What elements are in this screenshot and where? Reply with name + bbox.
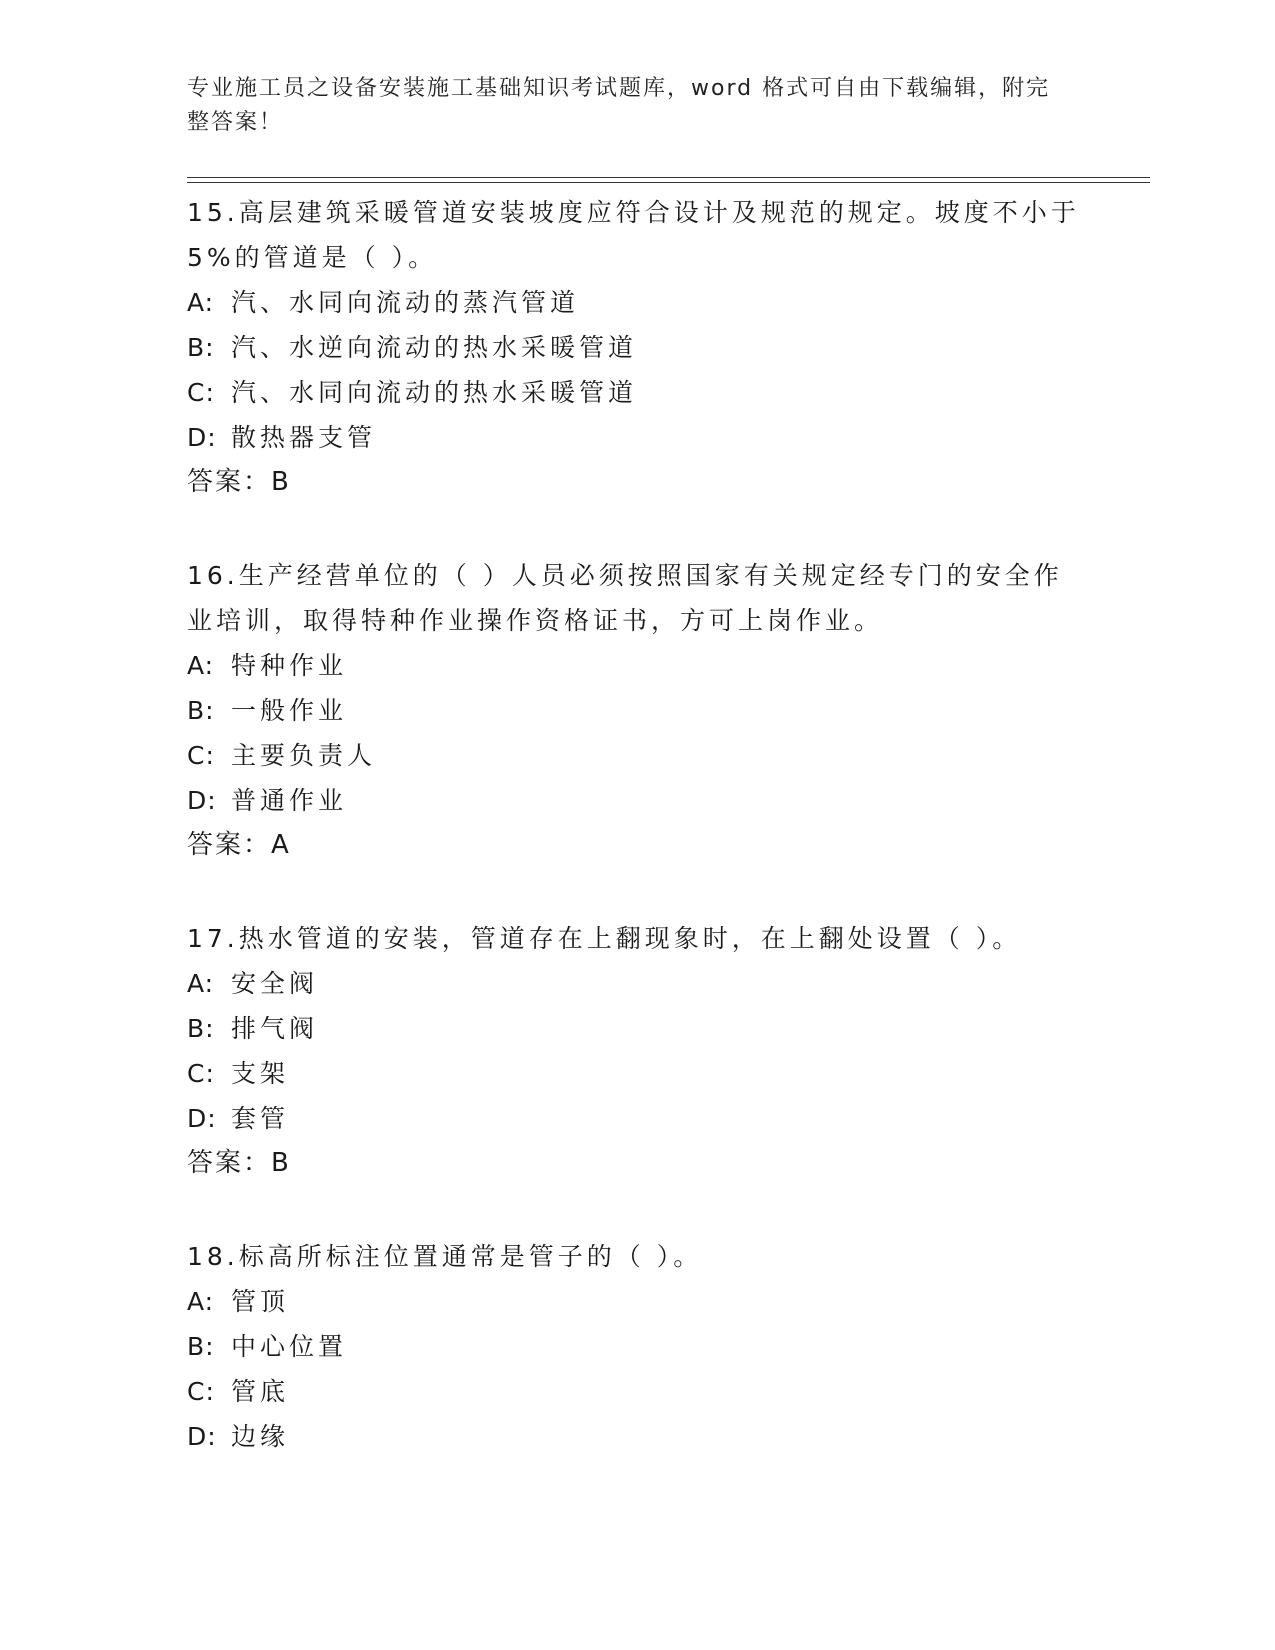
option-text: 普通作业 [231, 786, 348, 815]
option-letter: C: [187, 378, 215, 407]
document-header [187, 72, 1067, 140]
header-title: 专业施工员之设备安装施工基础知识考试题库，word 格式可自由下载编辑，附完整答案！ [187, 76, 1051, 135]
question-16 [187, 553, 1087, 868]
question-stem: 15.高层建筑采暖管道安装坡度应符合设计及规范的规定。坡度不小于5%的管道是（ ）。 [187, 198, 1080, 272]
option-d [187, 1414, 1087, 1459]
question-18 [187, 1234, 1087, 1459]
answer-label: 答案：B [187, 467, 291, 497]
question-17 [187, 916, 1087, 1186]
option-letter: D: [187, 423, 217, 452]
option-text: 主要负责人 [231, 741, 377, 770]
option-letter: C: [187, 1377, 215, 1406]
option-letter: A: [187, 288, 215, 317]
option-text: 中心位置 [231, 1332, 348, 1361]
option-text: 汽、水同向流动的蒸汽管道 [231, 288, 580, 317]
header-divider-bottom [187, 182, 1150, 183]
option-text: 排气阀 [231, 1014, 319, 1043]
option-letter: B: [187, 1332, 215, 1361]
option-c [187, 370, 1087, 415]
option-text: 管顶 [231, 1287, 290, 1316]
answer-label: 答案：B [187, 1148, 291, 1178]
option-b [187, 325, 1087, 370]
option-text: 一般作业 [231, 696, 348, 725]
option-c [187, 1051, 1087, 1096]
option-letter: D: [187, 786, 217, 815]
option-a [187, 1279, 1087, 1324]
option-letter: C: [187, 741, 215, 770]
header-divider-top [187, 177, 1150, 178]
option-a [187, 961, 1087, 1006]
option-d [187, 778, 1087, 823]
option-text: 安全阀 [231, 969, 319, 998]
option-letter: C: [187, 1059, 215, 1088]
question-stem: 17.热水管道的安装，管道存在上翻现象时，在上翻处设置（ ）。 [187, 924, 1022, 953]
option-text: 汽、水同向流动的热水采暖管道 [231, 378, 638, 407]
option-a [187, 280, 1087, 325]
option-text: 套管 [231, 1104, 290, 1133]
option-letter: D: [187, 1422, 217, 1451]
option-a [187, 643, 1087, 688]
option-letter: A: [187, 969, 215, 998]
option-d [187, 1096, 1087, 1141]
option-d [187, 415, 1087, 460]
question-stem: 18.标高所标注位置通常是管子的（ ）。 [187, 1242, 703, 1271]
option-text: 管底 [231, 1377, 290, 1406]
option-b [187, 688, 1087, 733]
option-text: 边缘 [231, 1422, 290, 1451]
option-letter: B: [187, 1014, 215, 1043]
option-b [187, 1006, 1087, 1051]
option-letter: A: [187, 1287, 215, 1316]
option-text: 散热器支管 [231, 423, 377, 452]
option-letter: D: [187, 1104, 217, 1133]
option-text: 汽、水逆向流动的热水采暖管道 [231, 333, 638, 362]
question-stem: 16.生产经营单位的（ ）人员必须按照国家有关规定经专门的安全作业培训，取得特种作业操作资格证书，方可上岗作业。 [187, 561, 1063, 635]
option-c [187, 1369, 1087, 1414]
answer-label: 答案：A [187, 830, 291, 860]
option-c [187, 733, 1087, 778]
option-letter: B: [187, 333, 215, 362]
option-b [187, 1324, 1087, 1369]
option-text: 支架 [231, 1059, 290, 1088]
question-15 [187, 190, 1087, 505]
option-letter: B: [187, 696, 215, 725]
option-text: 特种作业 [231, 651, 348, 680]
option-letter: A: [187, 651, 215, 680]
